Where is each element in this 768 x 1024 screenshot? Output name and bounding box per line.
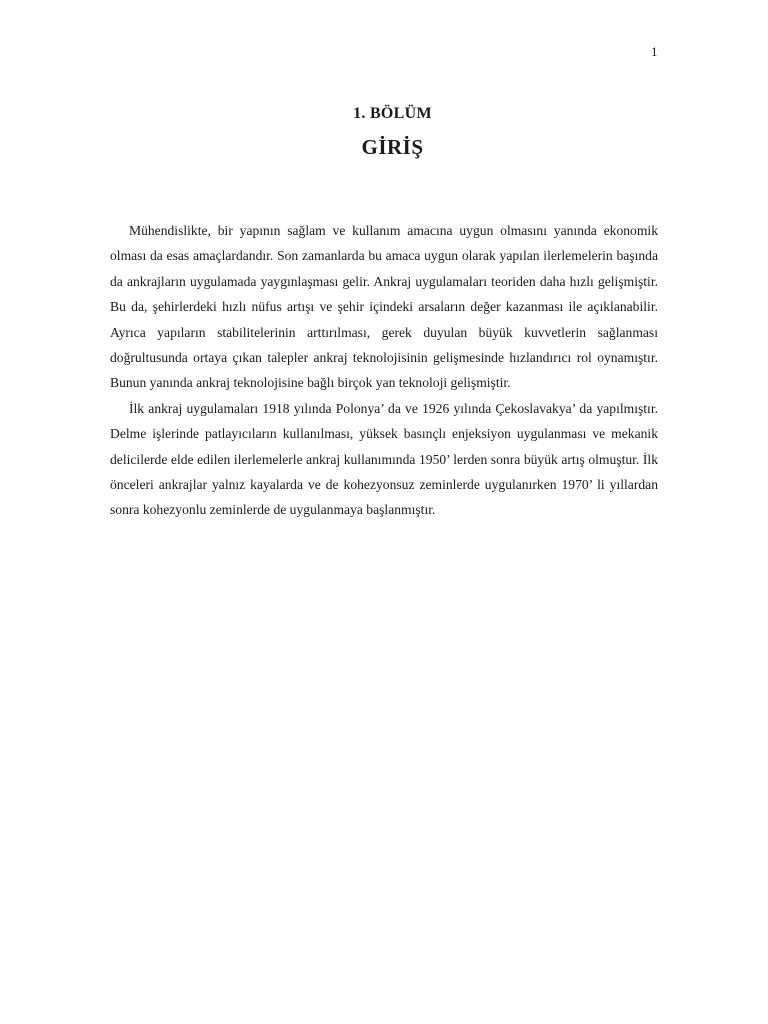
page-number: 1 [651,44,658,59]
chapter-title: GİRİŞ [361,135,424,159]
chapter-label: 1. BÖLÜM [353,105,432,122]
paragraph-history: İlk ankraj uygulamaları 1918 yılında Polonya’ da ve 1926 yılında Çekoslavakya’ da yapılmıştır. Delme işlerinde patlayıcıların kullanılması, yüksek basınçlı enjeksiyon uygulanması ve mekanik delicilerde elde edilen ilerlemelerle ankraj kullanımında 1950’ lerden sonra büyük artış olmuştur. İlk önceleri ankrajlar yalnız kayalarda ve de kohezyonsuz zeminlerde uygulanırken 1970’ li yıllardan sonra kohezyonlu zeminlerde de uygulanmaya başlanmıştır. [110,400,658,518]
body-text [110,218,658,523]
paragraph-intro: Mühendislikte, bir yapının sağlam ve kullanım amacına uygun olmasını yanında ekonomik olması da esas amaçlardandır. Son zamanlarda bu amaca uygun olarak yapılan ilerlemelerin başında da ankrajların uygulamada yaygınlaşması gelir. Ankraj uygulamaları teoriden daha hızlı gelişmiştir. Bu da, şehirlerdeki hızlı nüfus artışı ve şehir içindeki arsaların değer kazanması ile açıklanabilir. Ayrıca yapıların stabilitelerinin arttırılması, gerek duyulan büyük kuvvetlerin sağlanması doğrultusunda ortaya çıkan talepler ankraj teknolojisinin gelişmesinde hızlandırıcı rol oynamıştır. Bunun yanında ankraj teknolojisine bağlı birçok yan teknoloji gelişmiştir. [110,223,658,391]
